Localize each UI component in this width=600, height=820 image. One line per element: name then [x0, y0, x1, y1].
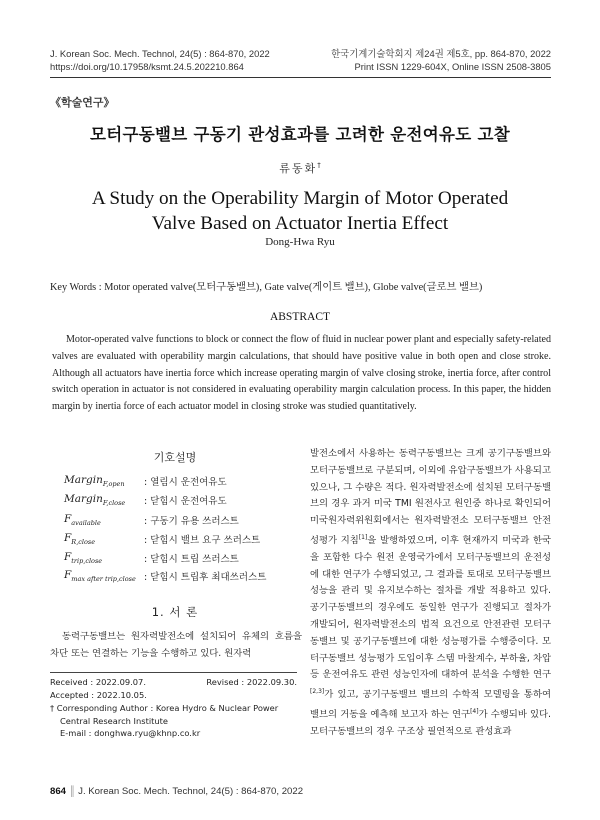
symbol-description: : 닫힘시 밸브 요구 쓰러스트: [144, 535, 261, 546]
corresponding-author: [50, 702, 300, 740]
issn-info: Print ISSN 1229-604X, Online ISSN 2508-3805: [354, 61, 551, 72]
running-header-right: [331, 47, 551, 73]
citation-ref[interactable]: [2,3]: [310, 688, 325, 696]
footer-citation: J. Korean Soc. Mech. Technol, 24(5) : 864-870, 2022: [78, 786, 304, 797]
introduction-paragraph-continued: 발전소에서 사용하는 동력구동밸브는 크게 공기구동밸브와 모터구동밸브로 구분되며, 이외에 유압구동밸브가 사용되고 있으나, 그 수량은 적다. 원자력발전소에 설치된 모터구동밸브의 경우 과거 미국 TMI 원전사고 원인중 하나로 확인되어 미국원자력위원회에서는 원자력발전소 모터구동밸브 안전성평가 지침[1]을 발행하였으며, 이후 현재까지 미국과 한국을 포함한 다수 원전 운영국가에서 모터구동밸브의 운전성에 대한 연구가 수행되었고, 그 결과를 토대로 모터구동밸브 성능을 관리 및 유지보수하는 절차를 개발 적용하고 있다. 공기구동밸브의 경우에도 동일한 연구가 진행되고 절차가 개발되어, 원자력발전소의 법적 요건으로 안전관련 모터구동밸브 및 공기구동밸브에 대한 성능평가를 수행중이다. 모터구동밸브 성능평가 도입이후 스템 마찰계수, 부하율, 차압 등 운전여유도 관련 성능인자에 대하여 분석을 수행한 연구[2,3]가 있고, 공기구동밸브 밸브의 수학적 모델링을 통하여 밸브의 거동을 예측해 보고자 하는 연구[4]가 수행되바 있다. 모터구동밸브의 경우 구조상 필연적으로 관성효과: [310, 448, 552, 738]
abstract-body: Motor-operated valve functions to block or connect the flow of fluid in nuclear power plant and especially safety-related valves are evaluated with operability margin calculations, that should have positive value in both open and close stroke. Although all actuators have inertia force which increase operating margin of valve closing stroke, inertia force, after control switch operation in actuator is not considered in evaluating operability margin calculation process. In this paper, the hidden margin by inertia force of each actuator model in closing stroke was studied quantitatively.: [52, 334, 551, 413]
corresponding-author-email[interactable]: E-mail : donghwa.ryu@khnp.co.kr: [60, 728, 201, 739]
accepted-date: Accepted : 2022.10.05.: [50, 690, 147, 700]
nomenclature-row: [64, 493, 304, 510]
corresponding-mark: †: [317, 161, 321, 170]
symbol-variable: $F_{trip,close}$: [64, 551, 103, 566]
introduction-paragraph: 동력구동밸브는 원자력발전소에 설치되어 유체의 흐름을 차단 또는 연결하는 기능을 수행하고 있다. 원자력: [50, 631, 302, 659]
journal-citation-ko: 한국기계기술학회지 제24권 제5호, pp. 864-870, 2022: [331, 48, 551, 59]
nomenclature-row: [64, 474, 304, 491]
page-number: 864: [50, 786, 67, 797]
symbol-description: : 닫힘시 운전여유도: [144, 496, 227, 507]
keywords: [50, 278, 560, 293]
page-footer: [50, 786, 303, 797]
symbol-description: : 구동기 유용 쓰러스트: [144, 516, 239, 527]
footnote-divider: [50, 672, 297, 673]
journal-citation: J. Korean Soc. Mech. Technol, 24(5) : 864-870, 2022: [50, 48, 270, 59]
received-date: Received : 2022.09.07.: [50, 677, 146, 687]
revised-date: Revised : 2022.09.30.: [206, 677, 297, 687]
symbol-description: : 닫힘시 트립후 최대쓰러스트: [144, 572, 267, 583]
nomenclature-row: [64, 569, 304, 586]
citation-ref[interactable]: [4]: [470, 708, 479, 716]
symbol-variable: $F_{R,close}$: [64, 532, 96, 547]
author-korean: [0, 160, 600, 176]
nomenclature-row: [64, 513, 304, 530]
title-english: [40, 186, 560, 236]
corresponding-author-affiliation: † Corresponding Author : Korea Hydro & Nuclear Power: [50, 703, 279, 713]
nomenclature-row: [64, 551, 304, 568]
title-english-line1: A Study on the Operability Margin of Motor Operated: [91, 188, 509, 209]
section-heading-introduction: 1. 서 론: [151, 605, 199, 619]
citation-ref[interactable]: [1]: [358, 533, 368, 541]
symbol-variable: $F_{max after trip,close}$: [64, 569, 136, 584]
symbol-description: : 닫힘시 트립 쓰러스트: [144, 554, 239, 565]
symbol-variable: $F_{available}$: [64, 513, 101, 528]
doi-link[interactable]: https://doi.org/10.17958/ksmt.24.5.202210.864: [50, 61, 244, 72]
article-category: 《학술연구》: [50, 96, 115, 109]
running-header-left: [50, 47, 270, 73]
symbol-variable: Margin$_{F,close}$: [64, 493, 126, 508]
author-korean-name: 류동화: [279, 162, 318, 175]
footer-separator: ║: [68, 786, 79, 797]
header-divider: [50, 77, 551, 78]
title-korean: 모터구동밸브 구동기 관성효과를 고려한 운전여유도 고찰: [90, 125, 510, 144]
symbol-description: : 열림시 운전여유도: [144, 477, 227, 488]
title-english-line2: Valve Based on Actuator Inertia Effect: [151, 213, 449, 234]
keywords-label: Key Words :: [50, 282, 105, 293]
nomenclature-heading: 기호설명: [153, 451, 197, 464]
footnote-received: [50, 676, 300, 689]
abstract-heading: ABSTRACT: [269, 311, 331, 323]
keywords-text: Motor operated valve(모터구동밸브), Gate valve(게이트 밸브), Globe valve(글로브 밸브): [104, 282, 483, 293]
corresponding-author-institute: Central Research Institute: [60, 715, 168, 726]
symbol-variable: Margin$_{F,open}$: [64, 474, 125, 489]
author-english: Dong-Hwa Ryu: [265, 236, 335, 248]
nomenclature-row: [64, 532, 304, 549]
